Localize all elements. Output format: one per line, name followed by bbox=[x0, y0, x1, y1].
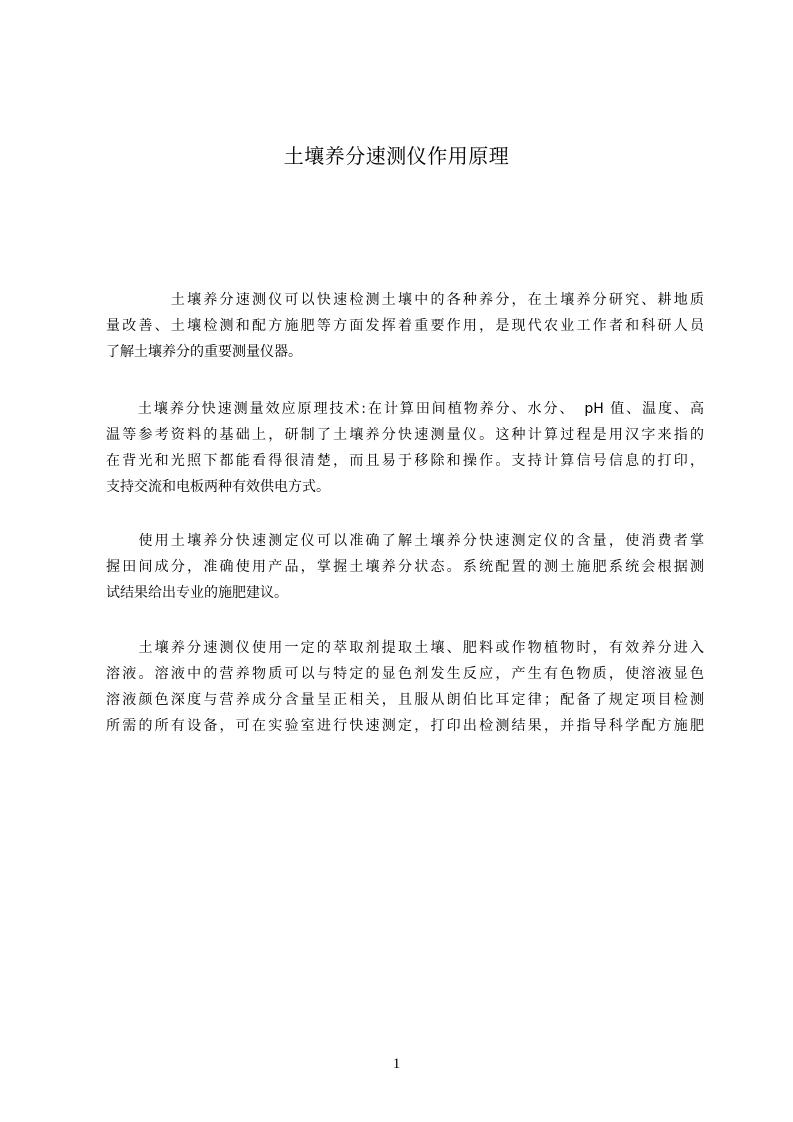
paragraph-line: 溶液。溶液中的营养物质可以与特定的显色剂发生反应，产生有色物质，使溶液显色 bbox=[106, 666, 704, 682]
paragraph-line: 握田间成分，准确使用产品，掌握土壤养分状态。系统配置的测土施肥系统会根据测 bbox=[106, 559, 704, 575]
paragraph-line: 在背光和光照下都能看得很清楚，而且易于移除和操作。支持计算信号信息的打印， bbox=[106, 453, 704, 469]
paragraph-line: 量改善、土壤检测和配方施肥等方面发挥着重要作用，是现代农业工作者和科研人员 bbox=[106, 318, 704, 334]
paragraph-line: 溶液颜色深度与营养成分含量呈正相关，且服从朗伯比耳定律；配备了规定项目检测 bbox=[106, 692, 704, 708]
paragraph-line: 温等参考资料的基础上，研制了土壤养分快速测量仪。这种计算过程是用汉字来指的 bbox=[106, 427, 704, 443]
paragraph-principle bbox=[106, 396, 704, 500]
paragraph-intro bbox=[106, 287, 704, 365]
paragraph-method bbox=[106, 635, 704, 739]
paragraph-line: 试结果给出专业的施肥建议。 bbox=[106, 585, 288, 601]
page-title: 土壤养分速测仪作用原理 bbox=[283, 144, 510, 168]
paragraph-line: 了解土壤养分的重要测量仪器。 bbox=[106, 344, 302, 360]
paragraph-line: 支持交流和电板两种有效供电方式。 bbox=[106, 479, 330, 495]
paragraph-line: 土壤养分速测仪可以快速检测土壤中的各种养分，在土壤养分研究、耕地质 bbox=[106, 292, 704, 308]
paragraph-line: 使用土壤养分快速测定仪可以准确了解土壤养分快速测定仪的含量，使消费者掌 bbox=[106, 533, 704, 549]
page-number: 1 bbox=[392, 1056, 401, 1072]
paragraph-line: 土壤养分快速测量效应原理技术:在计算田间植物养分、水分、 pH 值、温度、高 bbox=[106, 401, 704, 417]
paragraph-usage bbox=[106, 528, 704, 606]
paragraph-line: 所需的所有设备，可在实验室进行快速测定，打印出检测结果，并指导科学配方施肥 bbox=[106, 718, 704, 734]
paragraph-line: 土壤养分速测仪使用一定的萃取剂提取土壤、肥料或作物植物时，有效养分进入 bbox=[106, 640, 704, 656]
